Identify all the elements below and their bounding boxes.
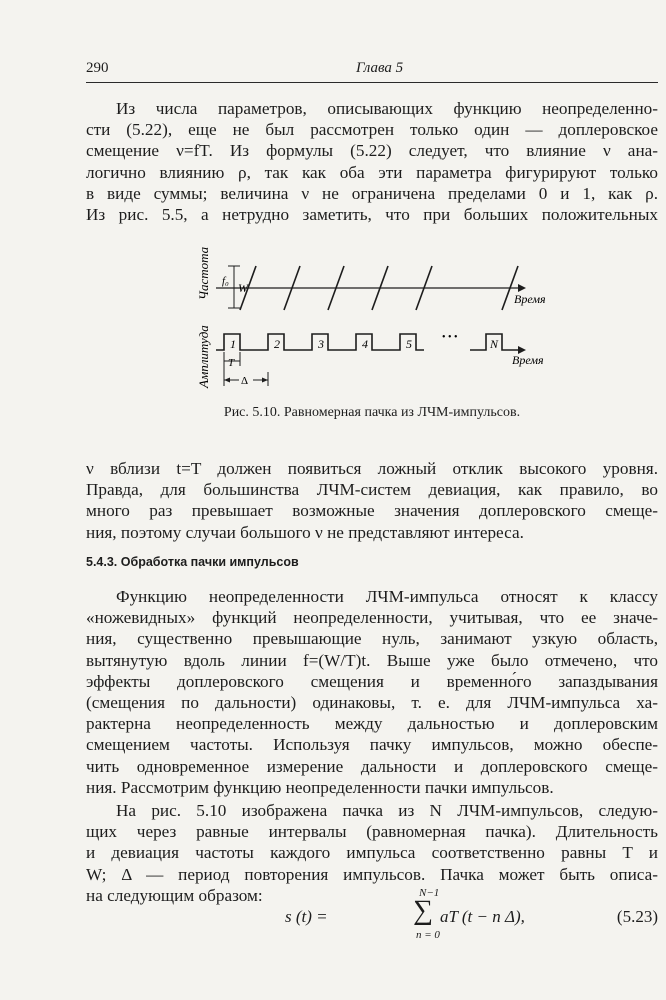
text-line: смещением частоты. Используя пачку импульсов, можно обеспе- xyxy=(86,735,658,755)
frequency-axis-label: Частота xyxy=(196,246,211,300)
text-line: ν вблизи t=T должен появиться ложный отклик высокого уровня. xyxy=(86,459,658,478)
frequency-f0-label: f₀ xyxy=(222,275,229,287)
time-axis-label-top: Время xyxy=(514,292,546,306)
text-line: ния, поэтому случаи большого ν не представляют интереса. xyxy=(86,522,524,542)
pulse-ellipsis: • • • xyxy=(442,332,458,343)
page-number: 290 xyxy=(86,60,109,76)
sum-upper-limit: N−1 xyxy=(419,887,440,899)
text-line: вытянутую вдоль линии f=(W/T)t. Выше уже было отмечено, что xyxy=(86,650,658,670)
text-line: логично влиянию ρ, так как оба эти параметра фигурируют только xyxy=(86,162,658,182)
text-line: Правда, для большинства ЛЧМ-систем девиация, как правило, во xyxy=(86,480,658,500)
text-line: (смещения по дальности) одинаковы, т. е. для ЛЧМ-импульса ха- xyxy=(86,692,658,712)
pulse-label: 1 xyxy=(230,337,236,351)
repetition-period-delta-label: Δ xyxy=(241,375,249,387)
equation-lhs: s (t) = xyxy=(285,907,328,926)
paragraph-intro xyxy=(86,98,658,225)
delta-arrow-right xyxy=(262,378,268,383)
text-line: Из числа параметров, описывающих функцию неопределенно- xyxy=(116,99,658,118)
pulse-label: 5 xyxy=(406,337,412,351)
time-axis-label-bottom: Время xyxy=(512,353,544,367)
pulse-label: 2 xyxy=(274,337,280,351)
text-line: рактерна неопределенность между дальностью и доплеровским xyxy=(86,714,658,734)
pulse-label: 3 xyxy=(318,337,324,351)
header-rule xyxy=(86,82,658,83)
text-line: эффекты доплеровского смещения и временно́го запаздывания xyxy=(86,671,658,691)
page-header xyxy=(86,60,658,84)
deviation-w-label: W xyxy=(238,281,248,295)
text-line: Из рис. 5.5, а нетрудно заметить, что при больших положительных xyxy=(86,204,658,224)
text-line: Функцию неопределенности ЛЧМ-импульса относят к классу xyxy=(116,587,658,606)
text-line: W; Δ — период повторения импульсов. Пачка может быть описа- xyxy=(86,864,658,884)
section-title: 5.4.3. Обработка пачки импульсов xyxy=(86,555,299,569)
text-line: смещение ν=fT. Из формулы (5.22) следует, что влияние ν ана- xyxy=(86,141,658,161)
text-line: и девиация частоты каждого импульса соответственно равны T и xyxy=(86,843,658,863)
figure-lfm-pulse-train xyxy=(180,238,590,398)
text-line: На рис. 5.10 изображена пачка из N ЛЧМ-импульсов, следую- xyxy=(116,801,658,820)
text-line: в виде суммы; величина ν не ограничена пределами 0 и 1, как ρ. xyxy=(86,183,658,203)
text-line: щих через равные интервалы (равномерная пачка). Длительность xyxy=(86,822,658,842)
equation-rhs: aT (t − n Δ), xyxy=(440,907,525,926)
pulse-label: 4 xyxy=(362,337,368,351)
text-line: ния. Рассмотрим функцию неопределенности пачки импульсов. xyxy=(86,777,554,797)
text-line: «ножевидных» функций неопределенности, учитывая, что ее значе- xyxy=(86,608,658,628)
text-line: ния, существенно превышающие нуль, занимают узкую область, xyxy=(86,629,658,649)
sum-symbol: ∑ xyxy=(413,895,433,926)
pulse-duration-t-label: T xyxy=(228,357,235,369)
text-line: чить одновременное измерение дальности и доплеровского смеще- xyxy=(86,756,658,776)
text-line: много раз превышает возможные значения доплеровского смеще- xyxy=(86,501,658,521)
equation-number: (5.23) xyxy=(616,907,658,926)
pulse-label: N xyxy=(490,337,499,351)
text-line: на следующим образом: xyxy=(86,885,263,905)
delta-arrow-left xyxy=(224,378,230,383)
figure-caption: Рис. 5.10. Равномерная пачка из ЛЧМ-импульсов. xyxy=(223,405,521,420)
frequency-time-axis-arrow xyxy=(518,284,526,292)
paragraph-ambiguity xyxy=(86,586,658,798)
sum-lower-limit: n = 0 xyxy=(416,929,440,941)
text-line: сти (5.22), еще не был рассмотрен только один — доплеровское xyxy=(86,120,658,140)
amplitude-axis-label: Амплитуда xyxy=(196,325,211,388)
paragraph-doppler xyxy=(86,458,658,543)
chapter-title: Глава 5 xyxy=(356,60,404,76)
equation-5-23 xyxy=(86,885,658,955)
